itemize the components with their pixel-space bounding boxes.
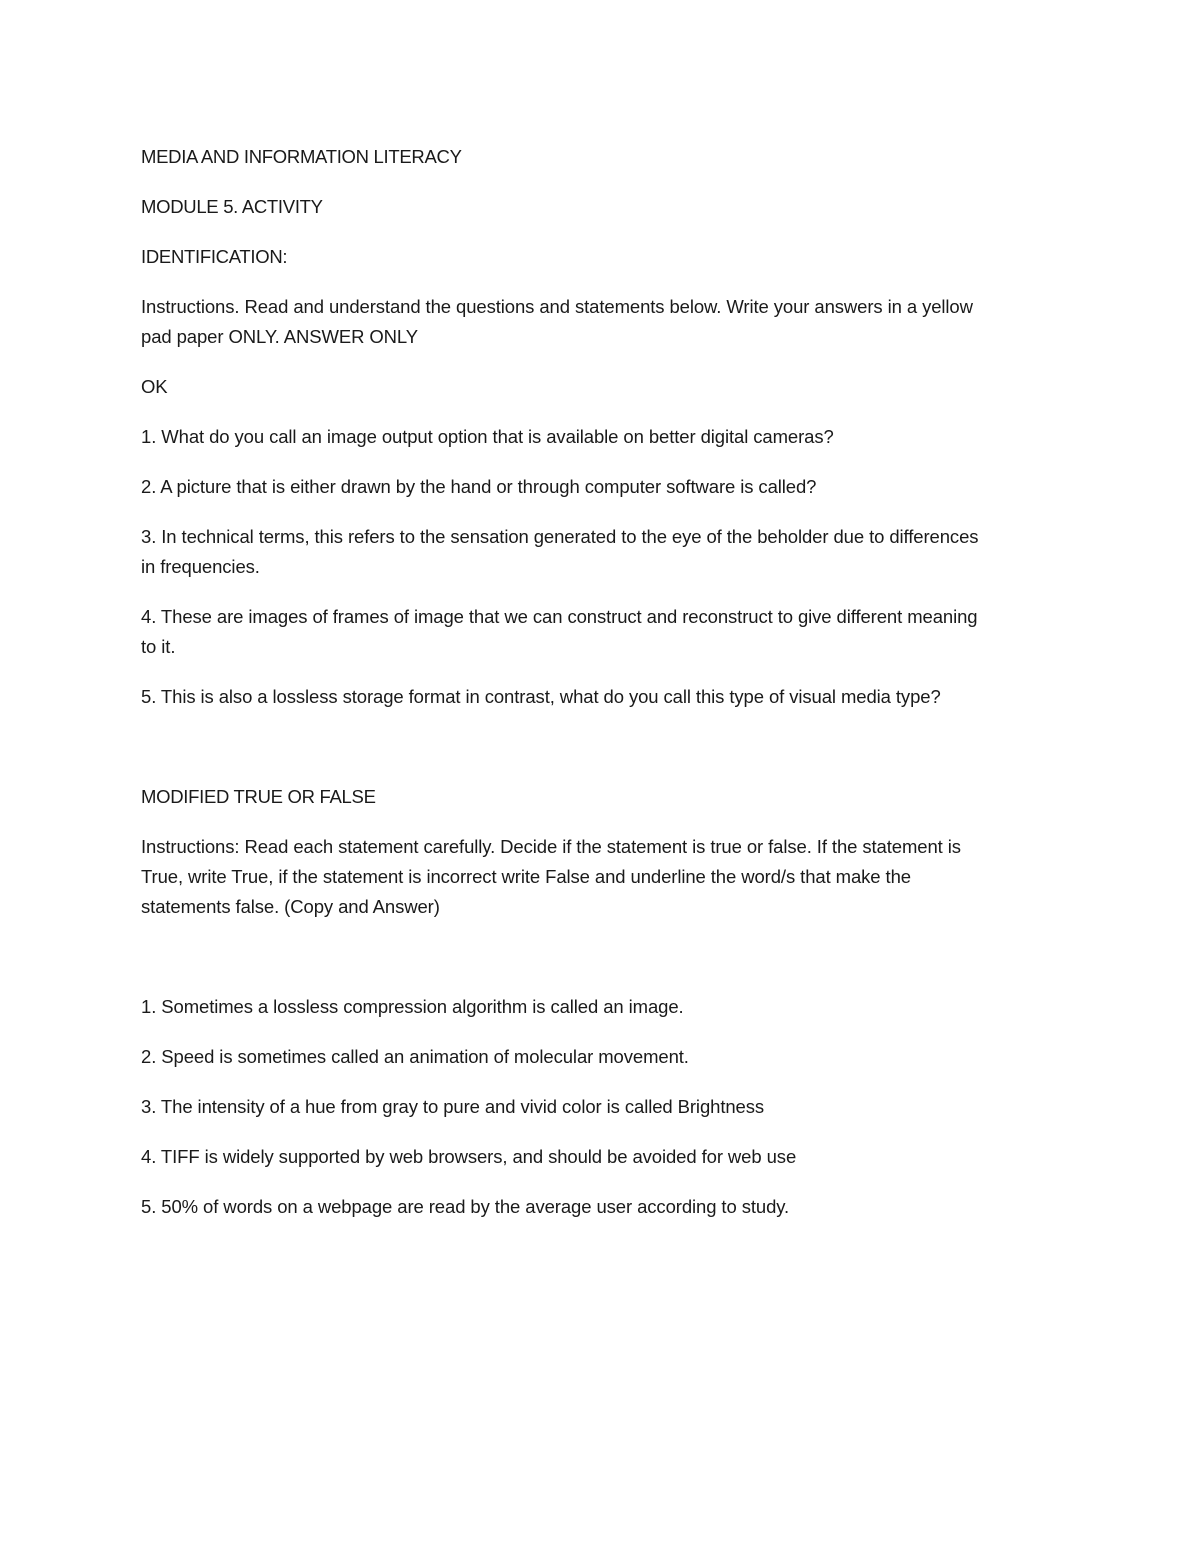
document-title: MEDIA AND INFORMATION LITERACY <box>141 146 462 167</box>
identification-question-3 <box>141 522 1071 582</box>
instructions-line: True, write True, if the statement is incorrect write False and underline the word/s that make the <box>141 866 911 887</box>
question-text: in frequencies. <box>141 556 260 577</box>
instructions-line: Instructions. Read and understand the questions and statements below. Write your answers in a yellow <box>141 296 973 317</box>
identification-question-5 <box>141 682 1071 712</box>
instructions-line: Instructions: Read each statement carefully. Decide if the statement is true or false. If the statement is <box>141 836 961 857</box>
question-text: 2. A picture that is either drawn by the hand or through computer software is called? <box>141 476 817 497</box>
question-text: 5. This is also a lossless storage format in contrast, what do you call this type of visual media type? <box>141 686 941 707</box>
true-false-statement-5: 5. 50% of words on a webpage are read by the average user according to study. <box>141 1196 790 1217</box>
instructions-line: pad paper ONLY. ANSWER ONLY <box>141 326 418 347</box>
identification-question-2 <box>141 472 1071 502</box>
document-body <box>141 142 1071 1222</box>
question-text: 1. What do you call an image output option that is available on better digital cameras? <box>141 426 834 447</box>
identification-question-1 <box>141 422 1071 452</box>
instructions-line: statements false. (Copy and Answer) <box>141 896 440 917</box>
true-false-instructions <box>141 832 1071 922</box>
identification-instructions <box>141 292 1071 352</box>
question-text: 3. In technical terms, this refers to the sensation generated to the eye of the beholder due to differences <box>141 526 979 547</box>
question-text: 4. These are images of frames of image that we can construct and reconstruct to give different meaning <box>141 606 978 627</box>
module-heading: MODULE 5. ACTIVITY <box>141 196 323 217</box>
identification-heading: IDENTIFICATION: <box>141 246 288 267</box>
true-false-statement-2: 2. Speed is sometimes called an animation of molecular movement. <box>141 1046 689 1067</box>
question-text: to it. <box>141 636 176 657</box>
true-false-statement-3: 3. The intensity of a hue from gray to pure and vivid color is called Brightness <box>141 1096 765 1117</box>
true-false-statement-1: 1. Sometimes a lossless compression algorithm is called an image. <box>141 996 684 1017</box>
identification-question-4 <box>141 602 1071 662</box>
true-false-statement-4: 4. TIFF is widely supported by web browsers, and should be avoided for web use <box>141 1146 797 1167</box>
true-false-heading: MODIFIED TRUE OR FALSE <box>141 786 376 807</box>
ok-note: OK <box>141 376 168 397</box>
